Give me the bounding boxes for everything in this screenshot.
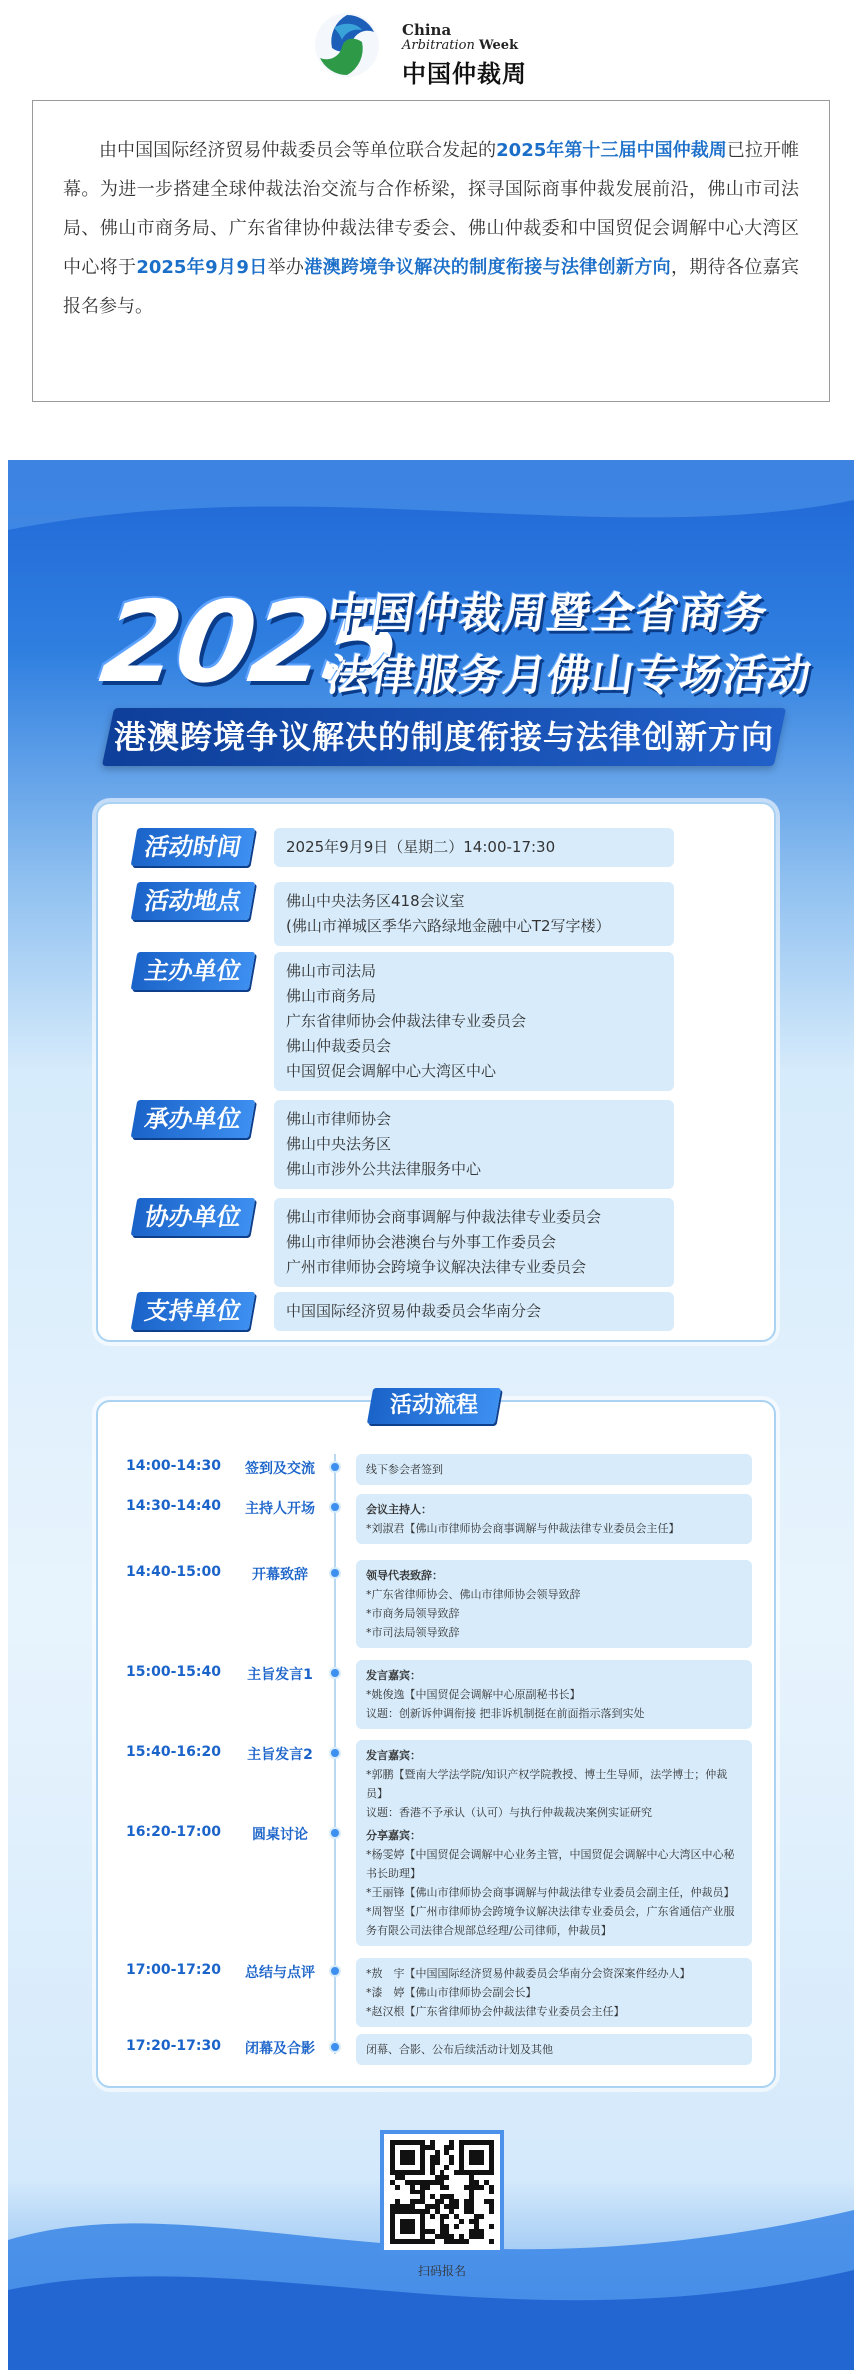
timeline-dot-icon bbox=[329, 1965, 341, 1977]
event-poster bbox=[8, 460, 854, 2370]
schedule-detail: 会议主持人： *刘淑君【佛山市律师协会商事调解与仲裁法律专业委员会主任】 bbox=[356, 1494, 752, 1544]
logo-text-english: China Arbitration Week bbox=[402, 21, 519, 53]
info-label: 支持单位 bbox=[131, 1292, 256, 1330]
schedule-time: 16:20-17:00 bbox=[126, 1824, 221, 1840]
schedule-time: 14:00-14:30 bbox=[126, 1458, 221, 1474]
qr-label: 扫码报名 bbox=[417, 2264, 466, 2278]
china-arbitration-week-logo-icon bbox=[312, 10, 382, 80]
qr-pattern bbox=[390, 2140, 494, 2244]
timeline-dot-icon bbox=[329, 1747, 341, 1759]
schedule-time: 17:20-17:30 bbox=[126, 2038, 221, 2054]
timeline-dot-icon bbox=[329, 1667, 341, 1679]
schedule-detail: 发言嘉宾： *姚俊逸【中国贸促会调解中心原副秘书长】 议题：创新诉仲调衔接 把非诉机制挺在前面指示落到实处 bbox=[356, 1660, 752, 1729]
poster-title-line2: 法律服务月佛山专场活动 bbox=[323, 651, 816, 701]
info-label: 承办单位 bbox=[131, 1100, 256, 1138]
info-value: 佛山中央法务区418会议室 (佛山市禅城区季华六路绿地金融中心T2写字楼） bbox=[274, 882, 674, 946]
schedule-detail: 发言嘉宾： *郭鹏【暨南大学法学院/知识产权学院教授、博士生导师，法学博士；仲裁员】 议题：香港不予承认（认可）与执行仲裁裁决案例实证研究 bbox=[356, 1740, 752, 1828]
logo-text-chinese: 中国仲裁周 bbox=[402, 59, 527, 88]
schedule-name: 主旨发言2 bbox=[247, 1747, 313, 1763]
schedule-detail: 闭幕、合影、公布后续活动计划及其他 bbox=[356, 2034, 752, 2065]
schedule-title: 活动流程 bbox=[389, 1393, 478, 1418]
info-label: 活动时间 bbox=[131, 828, 256, 866]
info-label: 协办单位 bbox=[131, 1198, 256, 1236]
schedule-name: 总结与点评 bbox=[245, 1965, 315, 1981]
schedule-card bbox=[96, 1393, 776, 2088]
poster-year: 2025 bbox=[93, 578, 408, 708]
schedule-name: 主持人开场 bbox=[245, 1501, 315, 1517]
timeline-dot-icon bbox=[329, 1567, 341, 1579]
schedule-name: 闭幕及合影 bbox=[245, 2041, 315, 2057]
schedule-name: 签到及交流 bbox=[245, 1461, 315, 1477]
schedule-time: 14:40-15:00 bbox=[126, 1564, 221, 1580]
schedule-time: 15:00-15:40 bbox=[126, 1664, 221, 1680]
qr-code-icon[interactable] bbox=[380, 2130, 504, 2254]
schedule-name: 开幕致辞 bbox=[252, 1567, 308, 1583]
timeline-dot-icon bbox=[329, 1501, 341, 1513]
info-value: 佛山市司法局 佛山市商务局 广东省律师协会仲裁法律专业委员会 佛山仲裁委员会 中国贸促会调解中心大湾区中心 bbox=[274, 952, 674, 1091]
header-logo bbox=[312, 10, 572, 90]
schedule-detail: 领导代表致辞： *广东省律师协会、佛山市律师协会领导致辞 *市商务局领导致辞 *市司法局领导致辞 bbox=[356, 1560, 752, 1648]
timeline-dot-icon bbox=[329, 1461, 341, 1473]
schedule-time: 17:00-17:20 bbox=[126, 1962, 221, 1978]
schedule-name: 主旨发言1 bbox=[247, 1667, 313, 1683]
timeline-dot-icon bbox=[329, 1827, 341, 1839]
info-label: 主办单位 bbox=[131, 952, 256, 990]
info-value: 2025年9月9日（星期二）14:00-17:30 bbox=[274, 828, 674, 867]
timeline-dot-icon bbox=[329, 2041, 341, 2053]
schedule-detail: *敖 宇【中国国际经济贸易仲裁委员会华南分会资深案件经办人】 *漆 婷【佛山市律师协会副会长】 *赵汉根【广东省律师协会仲裁法律专业委员会主任】 bbox=[356, 1958, 752, 2027]
intro-box bbox=[32, 100, 830, 402]
schedule-time: 14:30-14:40 bbox=[126, 1498, 221, 1514]
event-info-card bbox=[96, 802, 776, 1342]
info-label: 活动地点 bbox=[131, 882, 256, 920]
schedule-time: 15:40-16:20 bbox=[126, 1744, 221, 1760]
schedule-name: 圆桌讨论 bbox=[252, 1827, 308, 1843]
poster-title-line1: 中国仲裁周暨全省商务 bbox=[323, 589, 772, 639]
intro-paragraph: 由中国国际经济贸易仲裁委员会等单位联合发起的2025年第十三届中国仲裁周已拉开帷幕。为进一步搭建全球仲裁法治交流与合作桥梁，探寻国际商事仲裁发展前沿，佛山市司法局、佛山市商务局、广东省律协仲裁法律专委会、佛山仲裁委和中国贸促会调解中心大湾区中心将于2025年9月9日举办港澳跨境争议解决的制度衔接与法律创新方向，期待各位嘉宾报名参与。 bbox=[63, 140, 800, 317]
info-value: 中国国际经济贸易仲裁委员会华南分会 bbox=[274, 1292, 674, 1331]
info-value: 佛山市律师协会商事调解与仲裁法律专业委员会 佛山市律师协会港澳台与外事工作委员会 广州市律师协会跨境争议解决法律专业委员会 bbox=[274, 1198, 674, 1287]
poster-top-swoosh bbox=[8, 460, 854, 560]
info-value: 佛山市律师协会 佛山中央法务区 佛山市涉外公共法律服务中心 bbox=[274, 1100, 674, 1189]
poster-subtitle: 港澳跨境争议解决的制度衔接与法律创新方向 bbox=[113, 718, 774, 756]
schedule-detail: 分享嘉宾： *杨雯婷【中国贸促会调解中心业务主管，中国贸促会调解中心大湾区中心秘书长助理】 *王丽锋【佛山市律师协会商事调解与仲裁法律专业委员会副主任，仲裁员】 *周智坚【广州市律师协会跨境争议解决法律专业委员会，广东省通信产业服务有限公司法律合规部总经理/公司律师，仲裁员】 bbox=[356, 1820, 752, 1946]
schedule-detail: 线下参会者签到 bbox=[356, 1454, 752, 1485]
